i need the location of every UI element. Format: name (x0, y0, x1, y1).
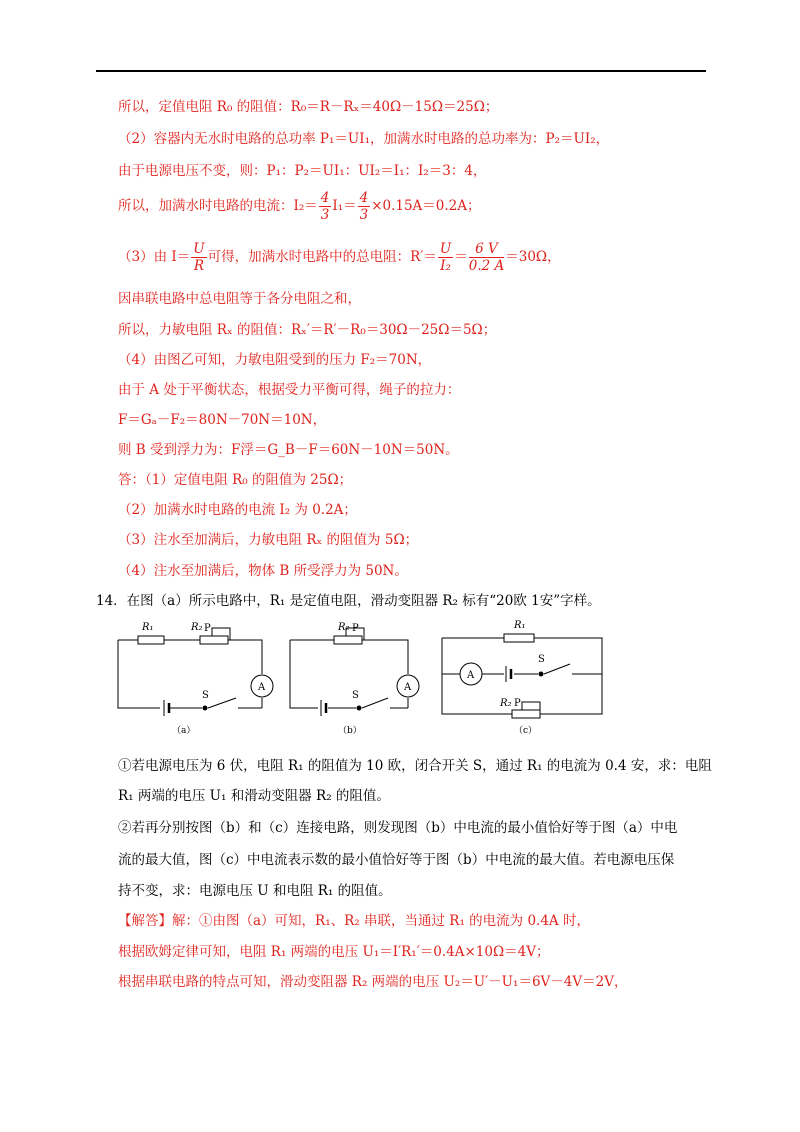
solution-line-a3: 根据串联电路的特点可知，滑动变阻器 R₂ 两端的电压 U₂＝U′－U₁＝6V－4V＝2V， (118, 974, 628, 990)
caption-c: （c） (514, 726, 538, 736)
fraction-denominator: 3 (320, 207, 330, 223)
label-switch: S (352, 690, 359, 701)
solution-line-3: 由于电源电压不变，则：P₁：P₂＝UI₁：UI₂＝I₁：I₂＝3：4， (118, 163, 487, 179)
answer-line-3: （3）注水至加满后，力敏电阻 Rₓ 的阻值为 5Ω； (118, 532, 419, 548)
text-segment: I₁＝ (332, 198, 357, 214)
label-r2: R₂ (191, 622, 203, 633)
fraction-numerator: 6 V (469, 241, 505, 258)
answer-line-4: （4）注水至加满后，物体 B 所受浮力为 50N。 (118, 563, 408, 579)
text-segment: ＝ (454, 249, 468, 265)
solution-line-8: （4）由图乙可知，力敏电阻受到的压力 F₂＝70N， (118, 352, 432, 368)
question-part-1-line-2: R₁ 两端的电压 U₁ 和滑动变阻器 R₂ 的阻值。 (118, 788, 390, 804)
label-r1: R₁ (514, 620, 526, 631)
question-part-2-line-1: ②若再分别按图（b）和（c）连接电路，则发现图（b）中电流的最小值恰好等于图（a）中电 (118, 820, 678, 836)
label-r1: R₁ (142, 622, 154, 633)
circuit-a (118, 628, 273, 716)
fraction-denominator: R (193, 258, 204, 274)
solution-line-a1: 【解答】解：①由图（a）可知，R₁、R₂ 串联，当通过 R₁ 的电流为 0.4A 时， (118, 913, 590, 929)
label-switch: S (538, 654, 545, 665)
text-segment: 所以，加满水时电路的电流：I₂＝ (118, 198, 318, 214)
solution-line-a2: 根据欧姆定律可知，电阻 R₁ 两端的电压 U₁＝I′R₁′＝0.4A×10Ω＝4V； (118, 944, 550, 960)
text-segment: ＝30Ω， (505, 249, 561, 265)
solution-line-4 (118, 190, 481, 223)
solution-line-7: 所以，力敏电阻 Rₓ 的阻值：Rₓ′＝R′－R₀＝30Ω－25Ω＝5Ω； (118, 322, 497, 338)
text-segment: 可得，加满水时电路中的总电阻：R′＝ (207, 249, 437, 265)
solution-line-9: 由于 A 处于平衡状态，根据受力平衡可得，绳子的拉力： (118, 382, 461, 398)
label-r2: R₂ (338, 622, 350, 633)
caption-a: （a） (172, 726, 196, 736)
fraction (319, 190, 332, 223)
fraction-denominator: 0.2 A (468, 258, 505, 274)
label-switch: S (202, 690, 209, 701)
ammeter-label: A (258, 682, 266, 693)
label-p: P (514, 698, 521, 709)
header-rule (96, 70, 706, 72)
label-r2: R₂ (500, 698, 512, 709)
fraction-numerator: 4 (320, 190, 330, 206)
answer-line-1: 答：（1）定值电阻 R₀ 的阻值为 25Ω； (118, 472, 353, 488)
label-p: P (204, 623, 211, 634)
question-part-2-line-2: 流的最大值，图（c）中电流表示数的最小值恰好等于图（b）中电流的最大值。若电源电压保 (118, 852, 675, 868)
question-part-1-line-1: ①若电源电压为 6 伏，电阻 R₁ 的阻值为 10 欧，闭合开关 S，通过 R₁ 的电流为 0.4 安，求：电阻 (118, 758, 712, 774)
fraction (438, 241, 453, 274)
solution-line-11: 则 B 受到浮力为：F浮＝G_B－F＝60N－10N＝50N。 (118, 442, 459, 458)
solution-line-2: （2）容器内无水时电路的总功率 P₁＝UI₁，加满水时电路的总功率为：P₂＝UI₂， (118, 131, 610, 147)
solution-line-6: 因串联电路中总电阻等于各分电阻之和， (118, 291, 361, 307)
caption-b: （b） (338, 726, 362, 736)
solution-line-1: 所以，定值电阻 R₀ 的阻值：R₀＝R－Rₓ＝40Ω－15Ω＝25Ω； (118, 99, 499, 115)
answer-line-2: （2）加满水时电路的电流 I₂ 为 0.2A； (118, 502, 357, 518)
circuit-b (290, 628, 419, 716)
solution-line-5 (118, 241, 561, 274)
circuit-diagrams (112, 614, 612, 742)
text-segment: ×0.15A＝0.2A； (371, 198, 481, 214)
fraction-numerator: U (193, 241, 205, 257)
question-part-2-line-3: 持不变，求：电源电压 U 和电阻 R₁ 的阻值。 (118, 883, 392, 899)
fraction-denominator: I₂ (440, 258, 451, 274)
fraction (469, 241, 505, 274)
fraction-numerator: U (439, 241, 452, 257)
circuit-c (442, 634, 602, 718)
fraction (358, 190, 371, 223)
fraction (191, 241, 206, 274)
ammeter-label: A (404, 682, 412, 693)
label-p: P (352, 623, 359, 634)
text-segment: （3）由 I＝ (118, 249, 191, 265)
question-14: 14．在图（a）所示电路中，R₁ 是定值电阻，滑动变阻器 R₂ 标有“20欧 1安”字样。 (96, 593, 601, 609)
fraction-denominator: 3 (359, 207, 369, 223)
ammeter-label: A (467, 670, 475, 681)
fraction-numerator: 4 (359, 190, 369, 206)
solution-line-10: F＝Gₐ－F₂＝80N－70N＝10N， (118, 412, 327, 428)
